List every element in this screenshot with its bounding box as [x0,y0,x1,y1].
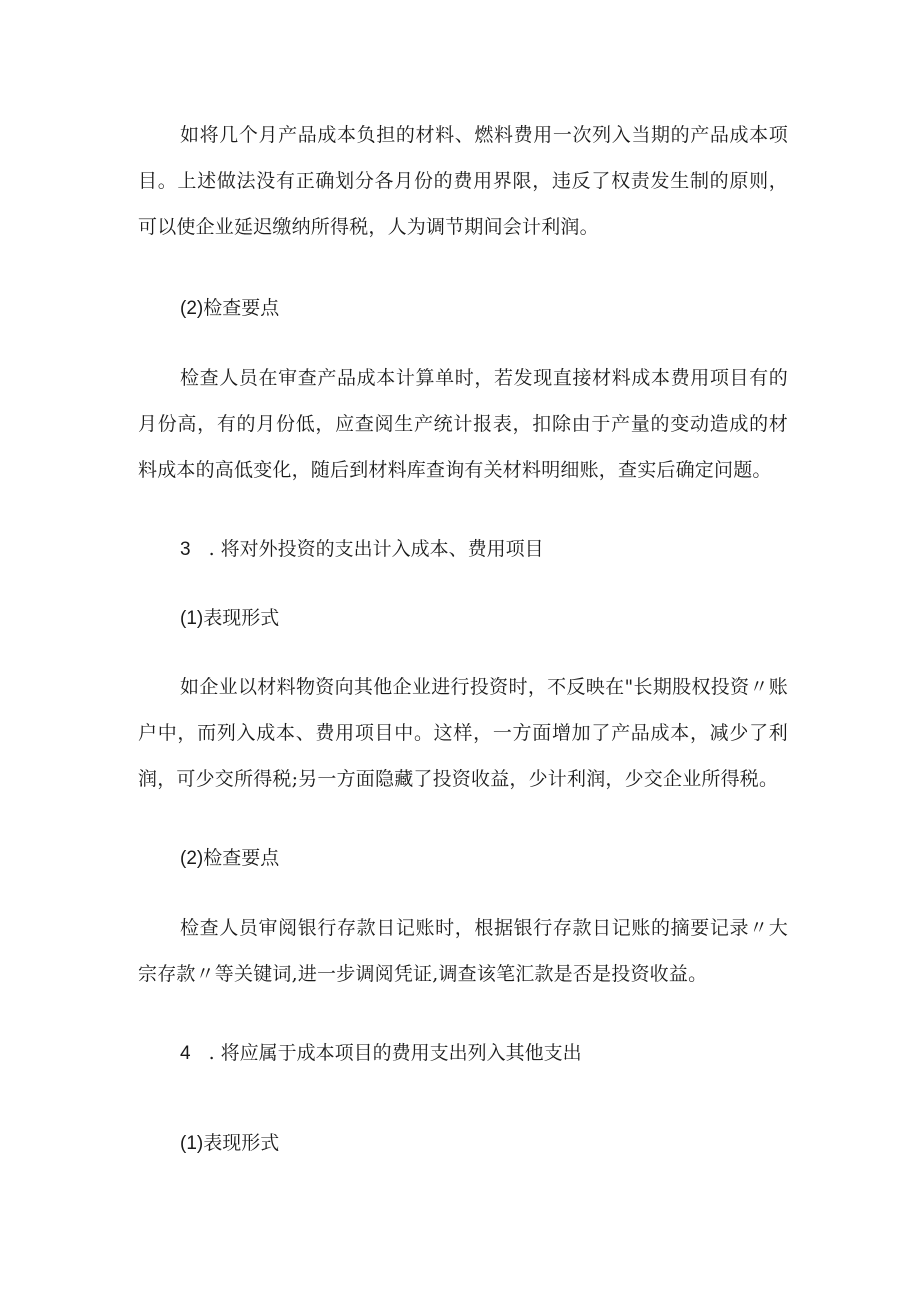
heading-text: . 将对外投资的支出计入成本、费用项目 [208,538,544,560]
heading-section-3 [180,534,544,565]
heading-number: (2) [180,298,204,319]
paragraph-check-bank-journal: 检查人员审阅银行存款日记账时，根据银行存款日记账的摘要记录〃大宗存款〃等关键词,进一步调阅凭证,调查该笔汇款是否是投资收益。 [138,917,788,985]
heading-number: (2) [180,848,204,869]
heading-text: . 将应属于成本项目的费用支出列入其他支出 [208,1042,582,1064]
heading-check-points-1 [180,293,279,324]
heading-text: 表现形式 [203,1132,280,1154]
heading-text: 检查要点 [203,847,280,869]
heading-text: 检查要点 [203,297,280,319]
heading-section-4 [180,1038,582,1069]
paragraph-check-material-cost: 检查人员在审查产品成本计算单时，若发现直接材料成本费用项目有的月份高，有的月份低，应查阅生产统计报表，扣除由于产量的变动造成的材料成本的高低变化，随后到材料库查询有关材料明细账，查实后确定问题。 [138,367,788,481]
heading-number: (1) [180,608,204,629]
heading-text: 表现形式 [203,607,280,629]
heading-number: (1) [180,1133,204,1154]
heading-manifestation-1 [180,603,279,634]
paragraph-investment-as-cost: 如企业以材料物资向其他企业进行投资时，不反映在"长期股权投资〃账户中，而列入成本、费用项目中。这样，一方面增加了产品成本，减少了利润，可少交所得税;另一方面隐藏了投资收益，少计利润，少交企业所得税。 [138,676,788,790]
heading-number: 4 [180,1043,191,1064]
heading-number: 3 [180,539,191,560]
heading-check-points-2 [180,843,279,874]
paragraph-cost-allocation: 如将几个月产品成本负担的材料、燃料费用一次列入当期的产品成本项目。上述做法没有正确划分各月份的费用界限，违反了权责发生制的原则，可以使企业延迟缴纳所得税，人为调节期间会计利润。 [138,124,788,238]
heading-manifestation-2 [180,1128,279,1159]
